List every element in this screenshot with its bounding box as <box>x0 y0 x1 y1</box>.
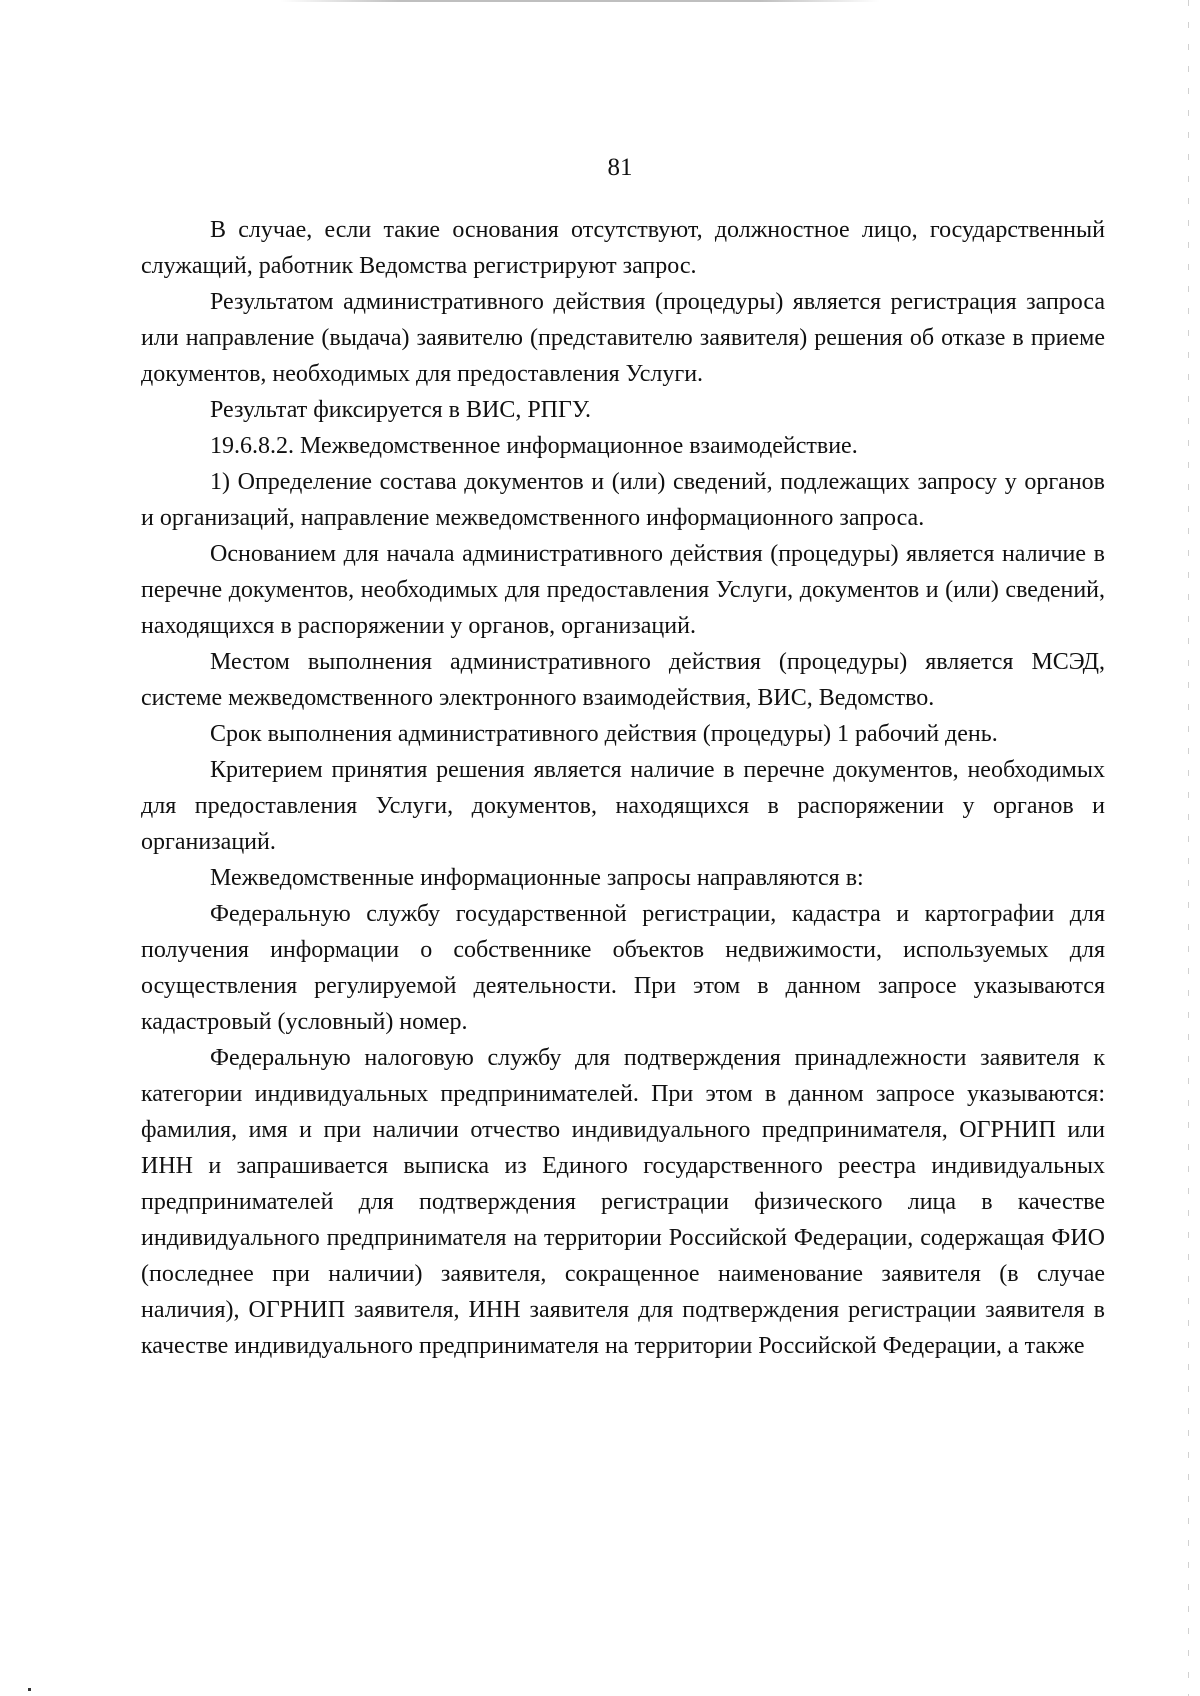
paragraph: 1) Определение состава документов и (или) сведений, подлежащих запросу у органов и организаций, направление межведомственного информационного запроса. <box>141 469 1105 531</box>
paragraph: Критерием принятия решения является наличие в перечне документов, необходимых для предоставления Услуги, документов, находящихся в распоряжении у органов и организаций. <box>141 757 1105 855</box>
page-number: 81 <box>607 154 633 181</box>
paragraph: Результатом административного действия (процедуры) является регистрация запроса или направление (выдача) заявителю (представителю заявителя) решения об отказе в приеме документов, необходимых для предоставления Услуги. <box>141 289 1105 387</box>
paragraph: Результат фиксируется в ВИС, РПГУ. <box>210 397 591 423</box>
paragraph: 19.6.8.2. Межведомственное информационное взаимодействие. <box>210 433 858 459</box>
paragraph: Основанием для начала административного действия (процедуры) является наличие в перечне документов, необходимых для предоставления Услуги, документов и (или) сведений, находящихся в распоряжении у органов, организаций. <box>141 541 1105 639</box>
scan-edge-top <box>280 0 880 2</box>
paragraph: Федеральную службу государственной регистрации, кадастра и картографии для получения информации о собственнике объектов недвижимости, используемых для осуществления регулируемой деятельности. При этом в данном запросе указываются кадастровый (условный) номер. <box>141 901 1105 1035</box>
scan-edge-right <box>1188 0 1189 1696</box>
paragraph: Срок выполнения административного действия (процедуры) 1 рабочий день. <box>210 721 998 747</box>
paragraph: Межведомственные информационные запросы направляются в: <box>210 865 864 891</box>
paragraph: Местом выполнения административного действия (процедуры) является МСЭД, системе межведомственного электронного взаимодействия, ВИС, Ведомство. <box>141 649 1105 711</box>
paragraph: Федеральную налоговую службу для подтверждения принадлежности заявителя к категории индивидуальных предпринимателей. При этом в данном запросе указываются: фамилия, имя и при наличии отчество индивидуального предпринимателя, ОГРНИП или ИНН и запрашивается выписка из Единого государственного реестра индивидуальных предпринимателей для подтверждения регистрации физического лица в качестве индивидуального предпринимателя на территории Российской Федерации, содержащая ФИО (последнее при наличии) заявителя, сокращенное наименование заявителя (в случае наличия), ОГРНИП заявителя, ИНН заявителя для подтверждения регистрации заявителя в качестве индивидуального предпринимателя на территории Российской Федерации, а также <box>141 1045 1105 1359</box>
paragraph: В случае, если такие основания отсутствуют, должностное лицо, государственный служащий, работник Ведомства регистрируют запрос. <box>141 217 1105 279</box>
document-body <box>141 212 1105 1364</box>
scan-mark <box>28 1688 31 1691</box>
